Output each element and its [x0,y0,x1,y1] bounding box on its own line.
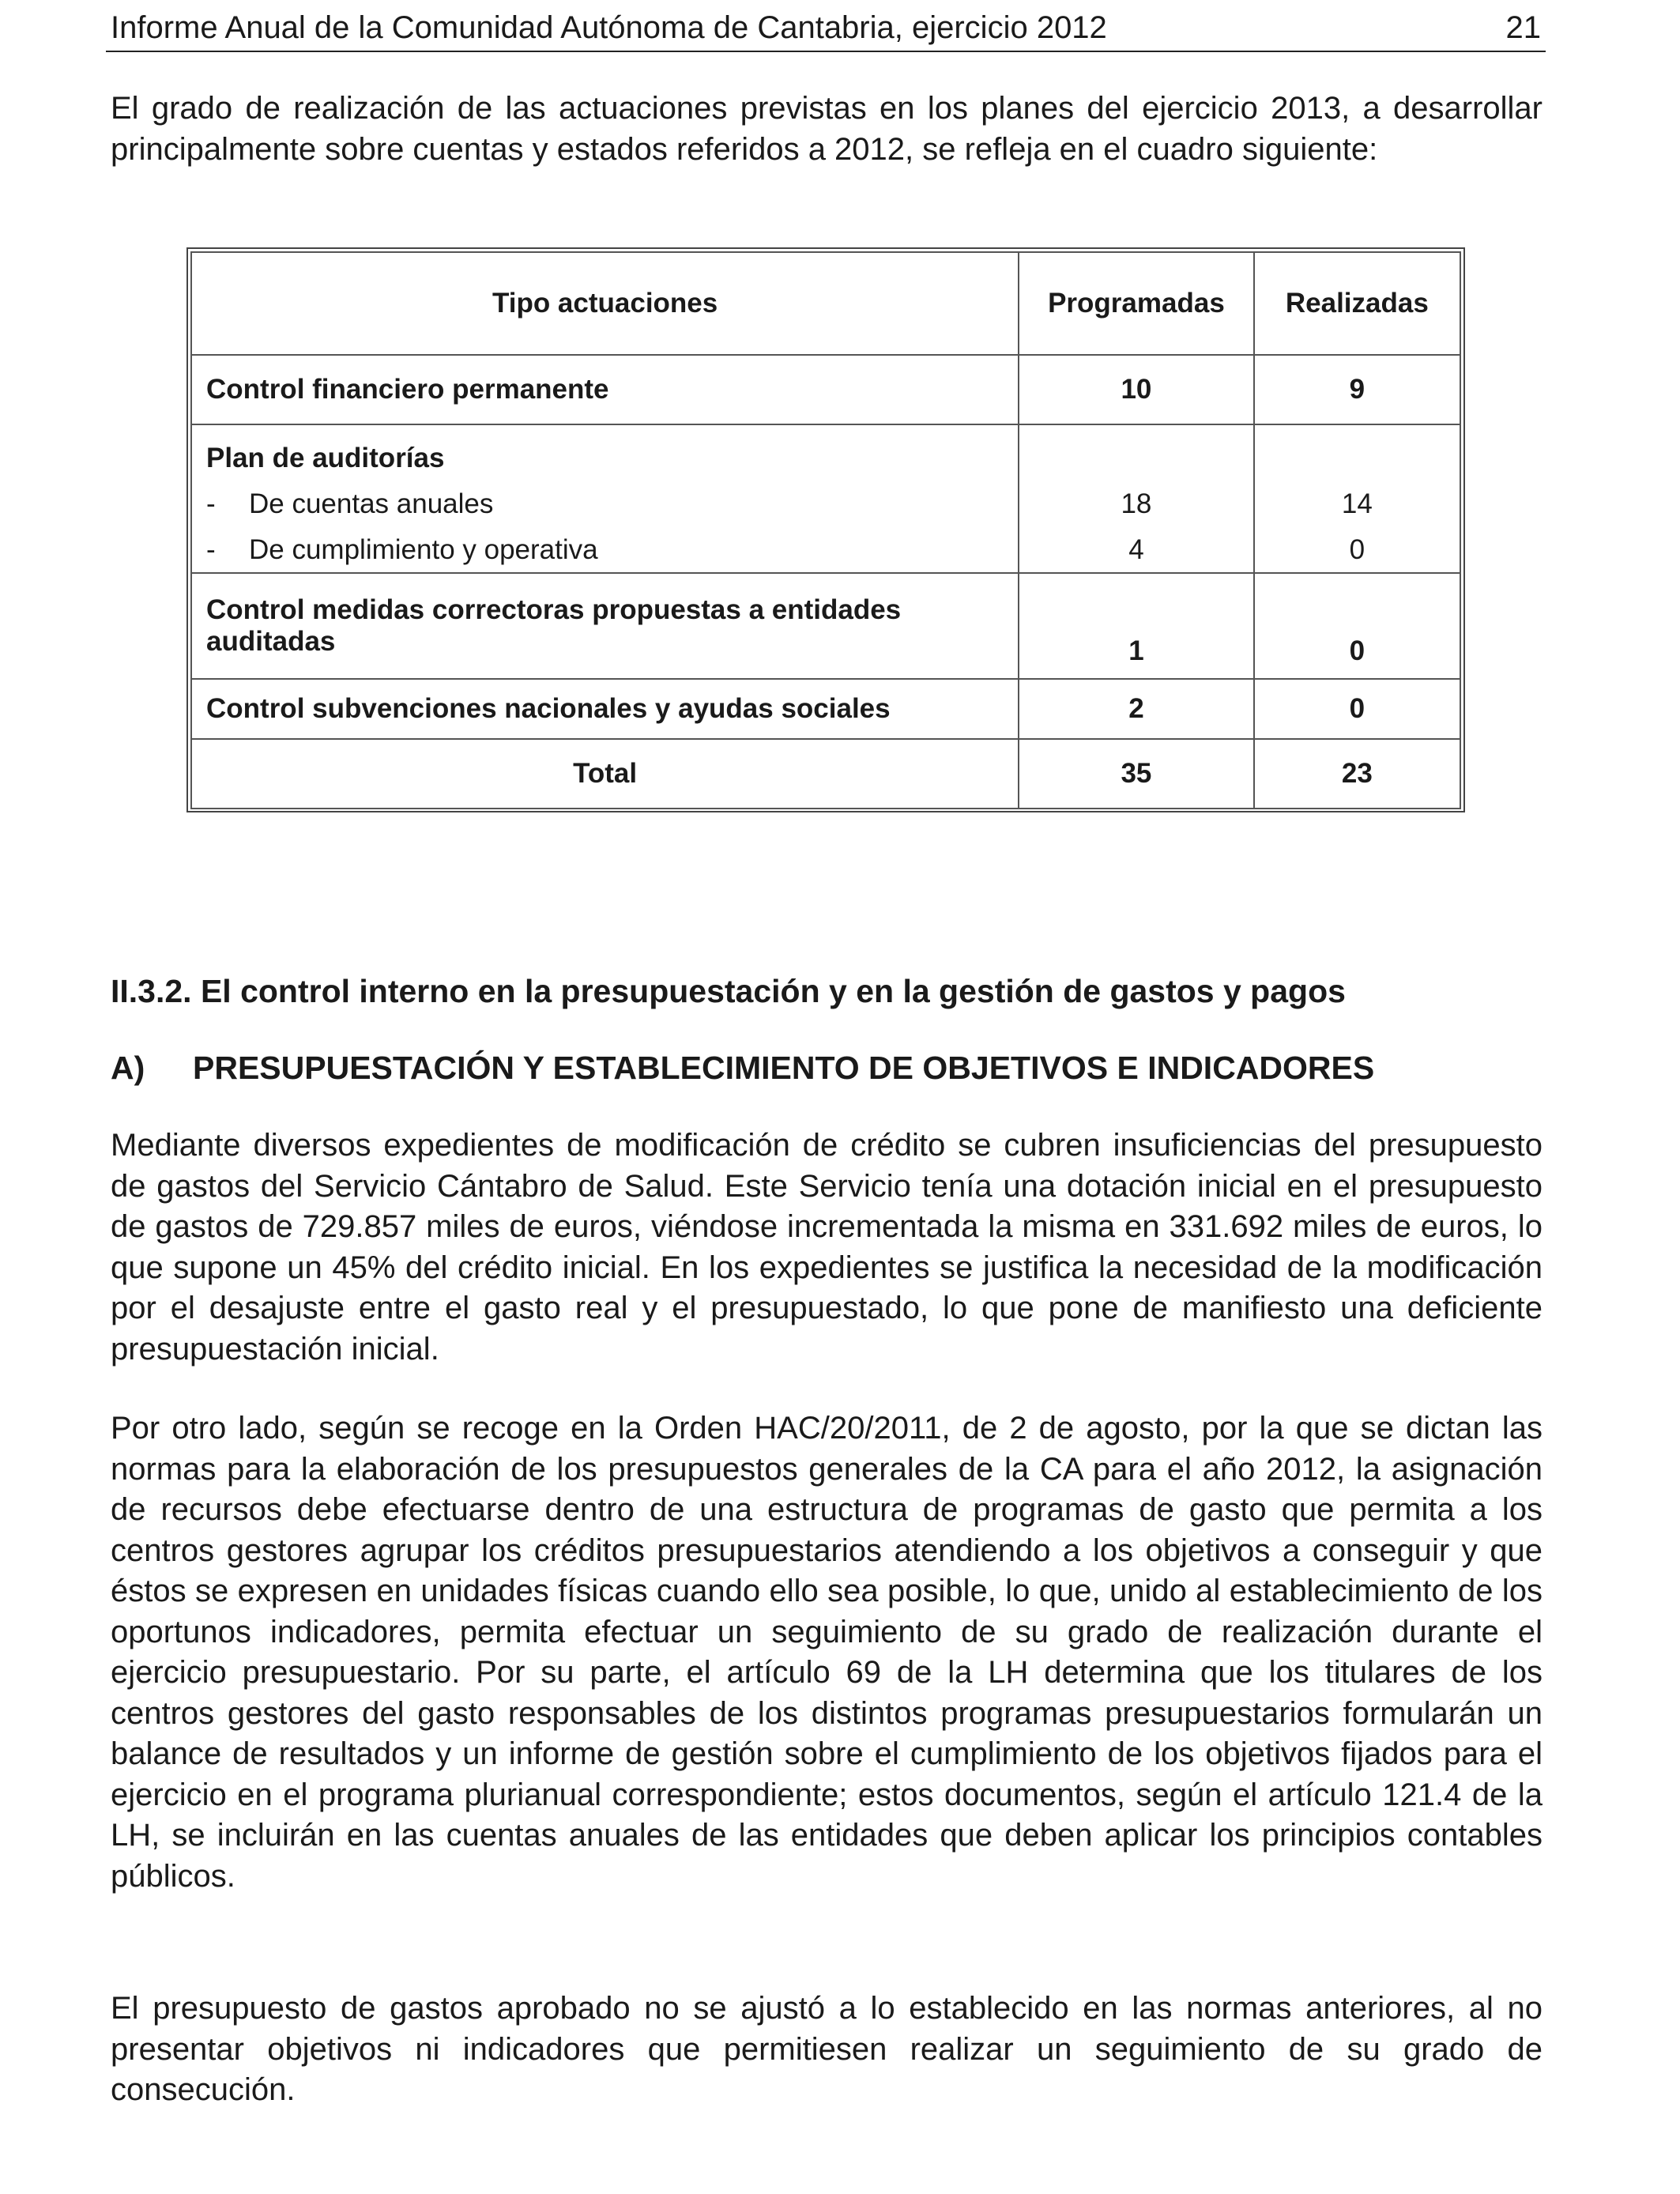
page-number: 21 [1505,10,1541,45]
sub-item-programadas: 4 [1128,534,1144,565]
table-row [191,424,1460,573]
table-row [191,355,1460,424]
row-label: Control subvenciones nacionales y ayudas sociales [191,679,1019,739]
sub-item-programadas: 18 [1121,488,1152,519]
row-programadas: 10 [1019,355,1253,424]
table-header-row [191,252,1460,355]
row-programadas: 1 [1019,573,1253,679]
header-realizadas: Realizadas [1254,252,1460,355]
row-label: Plan de auditorías [206,443,445,473]
sub-item [206,488,1004,520]
header-tipo: Tipo actuaciones [191,252,1019,355]
plan-realizadas-cell [1254,424,1460,573]
paragraph-presupuesto-sanidad: Mediante diversos expedientes de modificación de crédito se cubren insuficiencias del presupuesto de gastos del Servicio Cántabro de Salud. Este Servicio tenía una dotación inicial en el presupuesto de gastos de 729.857 miles de euros, viéndose incrementada la misma en 331.692 miles de euros, lo que supone un 45% del crédito inicial. En los expedientes se justifica la necesidad de la modificación por el desajuste entre el gasto real y el presupuestado, lo que pone de manifiesto una deficiente presupuestación inicial. [111,1128,1543,1367]
subsection-heading [111,1048,1374,1088]
table-row [191,679,1460,739]
plan-auditorias-cell [191,424,1019,573]
header-title: Informe Anual de la Comunidad Autónoma de Cantabria, ejercicio 2012 [111,10,1107,45]
paragraph-orden-hac: Por otro lado, según se recoge en la Orden HAC/20/2011, de 2 de agosto, por la que se dictan las normas para la elaboración de los presupuestos generales de la CA para el año 2012, la asignación de recursos debe efectuarse dentro de una estructura de programas de gasto que permita a los centros gestores agrupar los créditos presupuestarios atendiendo a los objetivos a conseguir y que éstos se expresen en unidades físicas cuando ello sea posible, lo que, unido al establecimiento de los oportunos indicadores, permita efectuar un seguimiento de su grado de realización durante el ejercicio presupuestario. Por su parte, el artículo 69 de la LH determina que los titulares de los centros gestores del gasto responsables de los distintos programas presupuestarios formularán un balance de resultados y un informe de gestión sobre el cumplimiento de los objetivos fijados para el ejercicio en el programa plurianual correspondiente; estos documentos, según el artículo 121.4 de la LH, se incluirán en las cuentas anuales de las entidades que deben aplicar los principios contables públicos. [111,1411,1543,1894]
total-programadas: 35 [1019,739,1253,809]
actuaciones-table [186,247,1465,812]
dash: - [206,488,216,519]
total-realizadas: 23 [1254,739,1460,809]
table-row [191,573,1460,679]
sub-item [206,534,1004,566]
row-realizadas: 0 [1254,573,1460,679]
sub-item-realizadas: 0 [1349,534,1365,565]
plan-programadas-cell [1019,424,1253,573]
intro-paragraph: El grado de realización de las actuaciones previstas en los planes del ejercicio 2013, a desarrollar principalmente sobre cuentas y estados referidos a 2012, se refleja en el cuadro siguiente: [111,91,1543,167]
table-total-row [191,739,1460,809]
row-realizadas: 0 [1254,679,1460,739]
row-label: Control medidas correctoras propuestas a entidades auditadas [206,594,902,657]
subsection-title: PRESUPUESTACIÓN Y ESTABLECIMIENTO DE OBJETIVOS E INDICADORES [193,1050,1375,1086]
sub-item-realizadas: 14 [1341,488,1373,519]
dash: - [206,534,216,565]
paragraph-conclusion: El presupuesto de gastos aprobado no se ajustó a lo establecido en las normas anteriores, al no presentar objetivos ni indicadores que permitiesen realizar un seguimiento de su grado de consecución. [111,1991,1543,2107]
page-header [106,5,1546,52]
sub-item-label: De cuentas anuales [249,488,494,519]
row-label: Control financiero permanente [191,355,1019,424]
sub-item-label: De cumplimiento y operativa [249,534,598,565]
subsection-letter: A) [111,1050,145,1086]
row-programadas: 2 [1019,679,1253,739]
row-realizadas: 9 [1254,355,1460,424]
header-programadas: Programadas [1019,252,1253,355]
total-label: Total [191,739,1019,809]
section-heading: II.3.2. El control interno en la presupuestación y en la gestión de gastos y pagos [111,973,1346,1009]
